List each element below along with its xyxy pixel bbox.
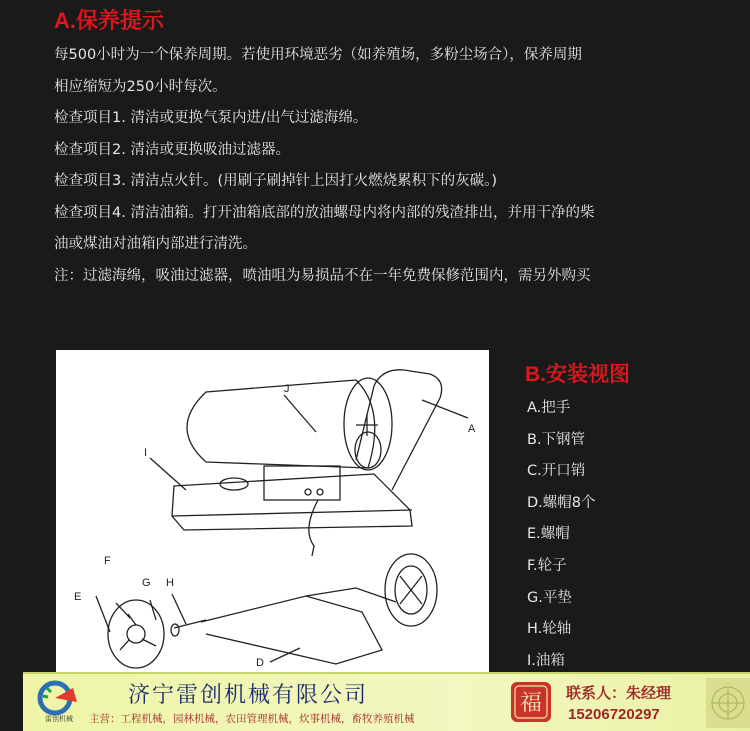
maintenance-line: 每500小时为一个保养周期。若使用环境恶劣（如养殖场，多粉尘场合），保养周期 [54,47,582,63]
fu-seal-icon [509,680,553,724]
diagram-label-e: E [74,591,82,603]
part-item: E.螺帽 [527,526,570,543]
fu-character: 福 [519,691,543,716]
maintenance-line: 检查项目1. 清洁或更换气泵内进/出气过滤海绵。 [54,110,368,126]
part-item: C.开口销 [527,463,586,480]
diagram-label-d: D [256,657,264,669]
part-item: I.油箱 [527,652,565,669]
maintenance-text [54,40,734,292]
parts-list [527,393,596,677]
maintenance-line: 相应缩短为250小时每次。 [54,78,227,95]
maintenance-line: 检查项目4. 清洁油箱。打开油箱底部的放油螺母内将内部的残渣排出，并用干净的柴 [54,204,595,221]
diagram-label-h: H [166,577,174,589]
part-item: D.螺帽8个 [527,494,596,511]
part-item: B.下钢管 [527,431,586,448]
part-item: A.把手 [527,400,571,416]
maintenance-line: 注：过滤海绵，吸油过滤器，喷油咀为易损品不在一年免费保修范围内，需另外购买 [54,267,591,284]
contact-phone: 15206720297 [568,706,660,723]
installation-title: B.安装视图 [525,363,630,386]
maintenance-line: 油或煤油对油箱内部进行清洗。 [54,236,257,252]
company-banner [23,672,750,731]
part-item: H.轮轴 [527,621,572,638]
diagram-label-a: A [468,423,476,435]
business-scope: 主营：工程机械，园林机械，农田管理机械，炊事机械，畜牧养殖机械 [89,713,415,725]
maintenance-line: 检查项目3. 清洁点火针。(用刷子刷掉针上因打火燃烧累积下的灰碳。) [54,173,498,189]
diagram-label-f: F [104,555,111,567]
part-item: G.平垫 [527,589,572,606]
installation-diagram [56,350,489,672]
diagram-label-j: J [284,383,290,395]
maintenance-title: A.保养提示 [54,8,165,33]
diagram-label-i: I [144,447,148,459]
heater-assembly-drawing [56,350,489,672]
part-item: F.轮子 [527,557,567,574]
diagram-label-g: G [142,577,151,589]
contact-person: 联系人：朱经理 [566,684,672,702]
company-name: 济宁雷创机械有限公司 [128,683,369,708]
maintenance-line: 检查项目2. 清洁或更换吸油过滤器。 [54,141,290,158]
decorative-pattern-icon [706,678,750,728]
logo-caption: 雷创机械 [45,715,73,723]
